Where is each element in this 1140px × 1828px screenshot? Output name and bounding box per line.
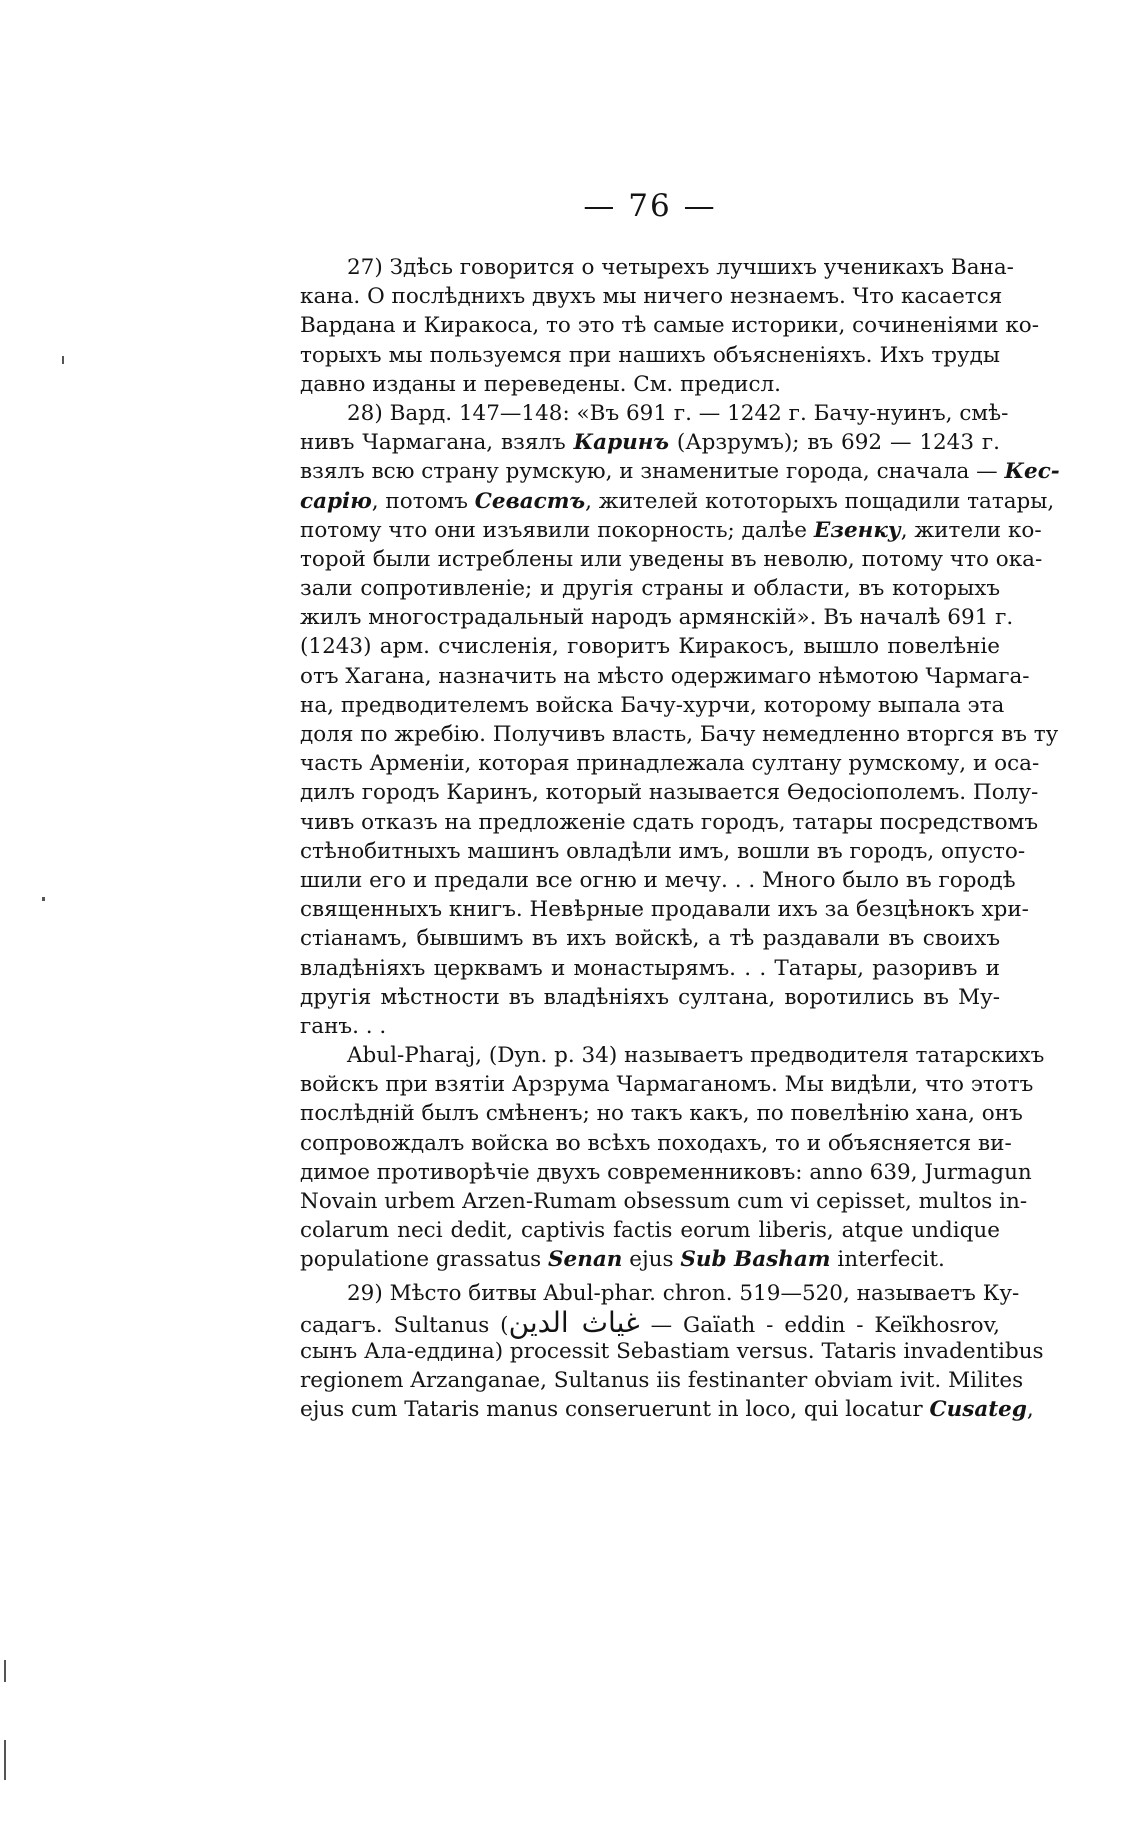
text-line: [300, 1395, 1034, 1424]
text-segment: торыхъ мы пользуемся при нашихъ объясненіяхъ. Ихъ труды: [300, 342, 1000, 368]
text-segment: сынъ Ала-еддина) processit Sebastiam versus. Tataris invadentibus: [300, 1338, 1044, 1364]
text-segment: другія мѣстности въ владѣніяхъ султана, воротились въ Му-: [300, 984, 1000, 1010]
paragraph-p28: [300, 399, 1060, 1041]
text-line: [300, 983, 1000, 1012]
text-segment: Вардана и Киракоса, то это тѣ самые историки, сочиненіями ко-: [300, 313, 1039, 339]
text-segment: садагъ. Sultanus (: [300, 1312, 509, 1338]
text-line: [300, 545, 1043, 574]
text-segment: доля по жребію. Получивъ власть, Бачу немедленно вторгся въ ту: [300, 722, 1059, 747]
text-line: [300, 370, 1000, 399]
text-segment: стіанамъ, бывшимъ въ ихъ войскѣ, а тѣ раздавали въ своихъ: [300, 926, 1000, 952]
body-text: [300, 253, 1060, 1425]
text-line: [300, 1305, 1000, 1339]
text-line: [300, 924, 1000, 953]
text-segment: шили его и предали все огню и мечу. . . Много было въ городѣ: [300, 867, 1016, 893]
text-segment: владѣніяхъ церквамъ и монастырямъ. . . Татары, разоривъ и: [300, 955, 1000, 981]
text-segment: на, предводителемъ войска Бачу-хурчи, которому выпала эта: [300, 692, 1005, 718]
text-line: [300, 457, 1060, 486]
paragraph-p28b: [300, 1041, 1045, 1275]
italic-text: Езенку: [813, 517, 901, 543]
paragraph-p29: [300, 1279, 1044, 1425]
text-segment: дилъ городъ Каринъ, который называется Ѳедосіополемъ. Полу-: [300, 780, 1039, 806]
text-segment: , жителей кототорыхъ пощадили татары,: [585, 488, 1055, 514]
scan-speck: [4, 1660, 6, 1682]
text-line: [300, 311, 1039, 340]
text-line: [300, 1337, 1044, 1366]
text-line: [300, 808, 1038, 837]
italic-text: сарію: [300, 488, 372, 514]
text-line: [300, 1187, 1028, 1216]
text-segment: часть Арменіи, которая принадлежала султану румскому, и оса-: [300, 751, 1040, 777]
page-number: — 76 —: [583, 188, 717, 224]
text-line: [300, 866, 1016, 895]
text-segment: сопровождалъ войска во всѣхъ походахъ, то и объясняется ви-: [300, 1130, 1012, 1156]
text-line: [300, 1158, 1032, 1187]
italic-text: Кес-: [1004, 459, 1060, 485]
text-line: [300, 778, 1039, 807]
scan-speck: [4, 1740, 6, 1780]
text-segment: ejus: [622, 1247, 681, 1273]
text-segment: ejus cum Tataris manus conseruerunt in loco, qui locatur: [300, 1397, 930, 1423]
text-segment: ганъ. . .: [300, 1013, 387, 1039]
text-line: [300, 253, 1014, 282]
text-segment: войскъ при взятіи Арзрума Чармаганомъ. Мы видѣли, что этотъ: [300, 1072, 1034, 1098]
text-segment: , потомъ: [371, 488, 475, 514]
text-line: [300, 895, 1029, 924]
text-line: [300, 603, 1014, 632]
text-segment: жилъ многострадальный народъ армянскій». Въ началѣ 691 г.: [300, 605, 1014, 631]
text-line: [300, 1041, 1045, 1070]
text-segment: торой были истреблены или уведены въ неволю, потому что ока-: [300, 546, 1043, 572]
text-segment: отъ Хагана, назначить на мѣсто одержимаго нѣмотою Чармага-: [300, 663, 1030, 689]
text-line: [300, 1070, 1034, 1099]
scan-speck: [42, 897, 45, 901]
text-line: [300, 720, 1059, 749]
text-segment: , жители ко-: [900, 517, 1042, 543]
text-segment: regionem Arzanganae, Sultanus iis festinanter obviam ivit. Milites: [300, 1368, 1024, 1394]
text-segment: димое противорѣчіе двухъ современниковъ: anno 639, Jurmagun: [300, 1159, 1032, 1185]
text-segment: Novain urbem Arzen-Rumam obsessum cum vi cepisset, multos in-: [300, 1189, 1028, 1214]
text-segment: зали сопротивленіе; и другія страны и области, въ которыхъ: [300, 576, 1000, 602]
italic-text: Cusateg: [929, 1397, 1027, 1423]
text-line: [300, 1366, 1024, 1395]
text-segment: давно изданы и переведены. См. предисл.: [300, 371, 782, 397]
text-segment: colarum neci dedit, captivis factis eorum liberis, atque undique: [300, 1218, 1000, 1244]
arabic-text: غياث الدين: [508, 1305, 640, 1339]
text-segment: — Gaïath - eddin - Keïkhosrov,: [639, 1312, 1000, 1338]
text-segment: потому что они изъявили покорность; далѣе: [300, 517, 814, 543]
text-segment: populatione grassatus: [300, 1247, 548, 1273]
text-segment: стѣнобитныхъ машинъ овладѣли имъ, вошли въ городъ, опусто-: [300, 838, 1026, 864]
text-line: [300, 399, 1009, 428]
text-line: [300, 954, 1000, 983]
text-segment: (1243) арм. счисленія, говоритъ Киракосъ, вышло повелѣніе: [300, 634, 1000, 660]
text-line: [300, 1279, 1020, 1308]
italic-text: Севастъ: [474, 488, 586, 514]
text-segment: 29) Мѣсто битвы Abul-phar. chron. 519—520, называетъ Ку-: [347, 1280, 1020, 1306]
text-line: [300, 1216, 1000, 1245]
text-segment: 27) Здѣсь говорится о четырехъ лучшихъ ученикахъ Вана-: [347, 255, 1014, 280]
text-line: [300, 1099, 1023, 1128]
text-segment: взялъ всю страну румскую, и знаменитые города, сначала —: [300, 459, 1005, 485]
text-line: [300, 662, 1030, 691]
text-segment: священныхъ книгъ. Невѣрные продавали ихъ за безцѣнокъ хри-: [300, 897, 1029, 923]
text-segment: чивъ отказъ на предложеніе сдать городъ, татары посредствомъ: [300, 809, 1038, 835]
text-segment: нивъ Чармагана, взялъ: [300, 430, 574, 456]
scan-speck: [62, 356, 64, 364]
text-line: [300, 341, 1000, 370]
text-segment: кана. О послѣднихъ двухъ мы ничего незнаемъ. Что касается: [300, 284, 1003, 310]
text-segment: (Арзрумъ); въ 692 — 1243 г.: [669, 430, 1001, 456]
paragraph-p27: [300, 253, 1039, 399]
text-line: [300, 837, 1026, 866]
text-segment: 28) Вард. 147—148: «Въ 691 г. — 1242 г. Бачу-нуинъ, смѣ-: [347, 400, 1009, 426]
text-line: [300, 1012, 1000, 1041]
text-line: [300, 1129, 1012, 1158]
text-line: [300, 632, 1000, 661]
italic-text: Каринъ: [573, 430, 670, 456]
text-line: [300, 691, 1005, 720]
text-line: [300, 1245, 1000, 1274]
italic-text: Senan: [547, 1247, 623, 1273]
text-line: [300, 487, 1055, 516]
text-line: [300, 574, 1000, 603]
text-line: [300, 428, 1000, 457]
italic-text: Sub Basham: [680, 1247, 831, 1273]
text-segment: послѣдній былъ смѣненъ; но такъ какъ, по повелѣнію хана, онъ: [300, 1101, 1023, 1127]
text-line: [300, 516, 1042, 545]
text-segment: interfecit.: [830, 1247, 945, 1273]
text-line: [300, 282, 1003, 311]
text-segment: Abul-Pharaj, (Dyn. p. 34) называетъ предводителя татарскихъ: [347, 1043, 1045, 1069]
text-line: [300, 749, 1040, 778]
text-segment: ,: [1026, 1397, 1034, 1423]
